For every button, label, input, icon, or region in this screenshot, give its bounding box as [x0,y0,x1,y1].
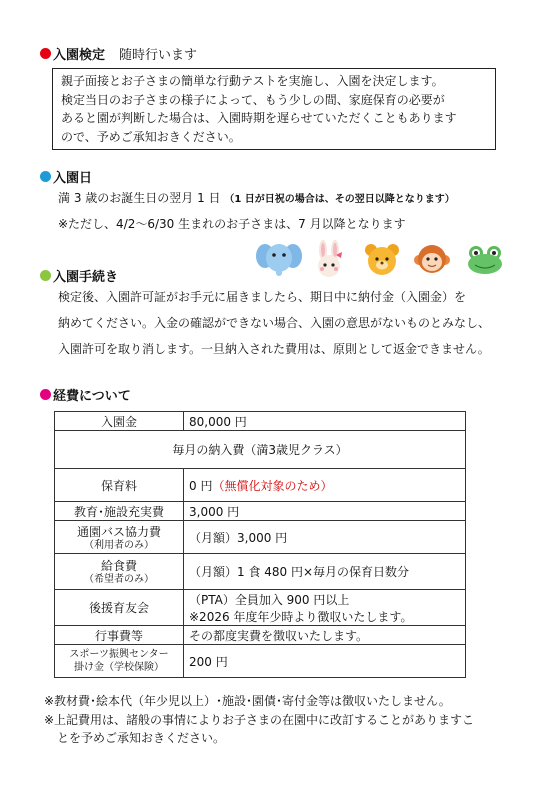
bus-label [55,521,184,554]
meal-label [55,554,184,590]
admission-value: 80,000 円 [184,412,466,431]
meal-label-sub: （希望者のみ） [84,574,154,585]
frog-icon [466,245,504,275]
bus-label-main: 通園バス協力費 [76,524,161,539]
section-heading-entrance-day [40,167,92,186]
rabbit-icon [312,240,346,278]
procedure-line: 納めてください。入金の確認ができない場合、入園の意思がないものとみなし、 [58,316,491,330]
fees-note: ※教材費･絵本代（年少児以上）･施設･園債･寄付金等は徴収いたしません。 [44,694,451,708]
box-line: ので、予めご承知おきください。 [61,129,241,144]
procedure-title: 入園手続き [53,270,119,285]
support-value-line: （PTA）全員加入 900 円以上 [189,592,350,607]
bus-label-sub: （利用者のみ） [84,539,154,551]
sports-label-line: 掛け金（学校保険） [74,662,164,673]
bus-value: （月額）3,000 円 [184,521,466,554]
childcare-value [184,469,466,502]
monkey-icon [414,242,450,276]
pink-bullet-icon [40,389,51,400]
box-line: 検定当日のお子さまの様子によって、もう少しの間、家庭保育の必要が [61,92,445,107]
support-value-line: ※2026 年度年少時より徴収いたします。 [189,609,413,624]
elephant-icon [256,238,302,278]
entrance-day-main: 満 3 歳のお誕生日の翌月 1 日 [58,191,221,205]
section-heading-procedure [40,266,118,285]
event-label: 行事費等 [55,626,184,645]
sports-value: 200 円 [184,645,466,678]
table-row [55,590,466,626]
bear-icon [364,242,400,276]
entrance-exam-title: 入園検定 [53,48,106,63]
sports-label-line: スポーツ振興センター [69,649,169,660]
table-row [55,431,466,469]
entrance-day-note: （1 日が日祝の場合は、その翌日以降となります） [224,194,455,205]
table-row [55,502,466,521]
education-label: 教育･施設充実費 [55,502,184,521]
green-bullet-icon [40,270,51,281]
box-line: 親子面接とお子さまの簡単な行動テストを実施し、入園を決定します。 [61,74,444,88]
fees-note: とを予めご承知おきください。 [57,731,226,745]
meal-label-main: 給食費 [100,559,137,573]
childcare-amount: 0 円 [189,478,213,493]
entrance-day-title: 入園日 [53,171,93,186]
sports-label [55,645,184,678]
table-row [55,645,466,678]
box-line: あると園が判断した場合は、入園時期を遅らせていただくこともあります [61,111,457,125]
red-bullet-icon [40,48,51,59]
monthly-header: 毎月の納入費（満3歳児クラス） [55,431,466,469]
childcare-label: 保育料 [55,469,184,502]
section-heading-fees [40,385,131,404]
table-row [55,521,466,554]
event-value: その都度実費を徴収いたします。 [184,626,466,645]
procedure-line: 入園許可を取り消します。一旦納入された費用は、原則として返金できません。 [58,342,490,356]
support-label: 後援育友会 [55,590,184,626]
fees-note: ※上記費用は、諸般の事情によりお子さまの在園中に改訂することがありますこ [44,713,475,727]
childcare-note: （無償化対象のため） [212,478,333,493]
table-row [55,412,466,431]
entrance-day-line2: ※ただし、4/2～6/30 生まれのお子さまは、7 月以降となります [58,217,406,231]
table-row [55,554,466,590]
admission-label: 入園金 [55,412,184,431]
procedure-line: 検定後、入園許可証がお手元に届きましたら、期日中に納付金（入園金）を [58,290,467,304]
blue-bullet-icon [40,171,51,182]
education-value: 3,000 円 [184,502,466,521]
entrance-exam-box [52,68,496,150]
section-heading-entrance-exam [40,44,197,63]
support-value [184,590,466,626]
fees-title: 経費について [53,389,131,404]
meal-value: （月額）1 食 480 円×毎月の保育日数分 [184,554,466,590]
entrance-exam-subtitle: 随時行います [119,48,198,63]
fees-table [54,411,466,678]
entrance-day-line1 [58,185,455,213]
table-row [55,469,466,502]
table-row [55,626,466,645]
